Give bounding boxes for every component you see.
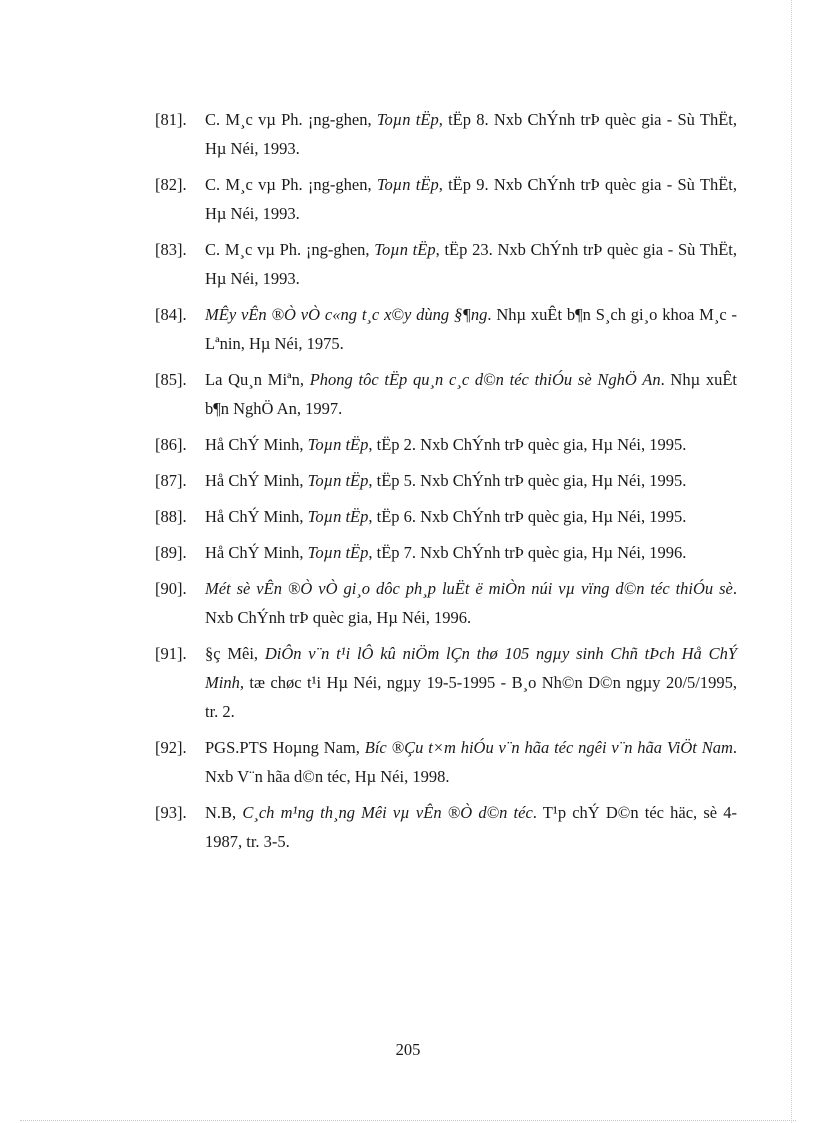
reference-title: Toµn tËp (376, 110, 439, 129)
reference-detail: , tËp 5. Nxb ChÝnh trÞ quèc gia, Hµ Néi, 1995. (368, 471, 687, 490)
reference-text (205, 170, 737, 228)
reference-detail: PGS.PTS Hoµng Nam, (205, 738, 365, 757)
reference-detail: . Nxb ChÝnh trÞ quèc gia, Hµ Néi, 1996. (205, 579, 737, 627)
reference-item (155, 798, 737, 856)
reference-title: DiÔn v¨n t¹i lÔ kû niÖm lÇn thø 105 ngµy sinh Chñ tÞch Hå ChÝ Minh (205, 644, 737, 692)
reference-detail: C. M¸c vµ Ph. ¡ng-ghen, (205, 175, 377, 194)
page-edge-rule (791, 0, 792, 1123)
reference-item (155, 170, 737, 228)
reference-detail: . T¹p chÝ D©n téc häc, sè 4-1987, tr. 3-5. (205, 803, 737, 851)
reference-item (155, 105, 737, 163)
reference-detail: , tËp 8. Nxb ChÝnh trÞ quèc gia - Sù ThËt, Hµ Néi, 1993. (205, 110, 737, 158)
reference-text (205, 798, 737, 856)
reference-detail: , tËp 7. Nxb ChÝnh trÞ quèc gia, Hµ Néi, 1996. (368, 543, 687, 562)
reference-item (155, 466, 737, 495)
reference-number: [84]. (155, 305, 187, 324)
reference-item (155, 574, 737, 632)
reference-item (155, 235, 737, 293)
reference-number: [86]. (155, 435, 187, 454)
reference-detail: Hå ChÝ Minh, (205, 507, 308, 526)
reference-number: [88]. (155, 507, 187, 526)
reference-title: C¸ch m¹ng th¸ng Mêi vµ vÊn ®Ò d©n téc (242, 803, 533, 822)
reference-title: Bíc ®Çu t×m hiÓu v¨n hãa téc ngêi v¨n hãa ViÖt Nam (364, 738, 733, 757)
reference-detail: , tæ chøc t¹i Hµ Néi, ngµy 19-5-1995 - B¸o Nh©n D©n ngµy 20/5/1995, tr. 2. (205, 673, 737, 721)
reference-detail: . Nxb V¨n hãa d©n téc, Hµ Néi, 1998. (205, 738, 737, 786)
reference-text (205, 538, 737, 567)
reference-item (155, 365, 737, 423)
reference-title: Toµn tËp (307, 471, 369, 490)
reference-title: Toµn tËp (307, 435, 369, 454)
reference-text (205, 365, 737, 423)
reference-title: MÊy vÊn ®Ò vÒ c«ng t¸c x©y dùng §¶ng (205, 305, 488, 324)
reference-text (205, 430, 737, 459)
reference-text (205, 300, 737, 358)
page-bottom-rule (20, 1120, 796, 1121)
reference-detail: C. M¸c vµ Ph. ¡ng-ghen, (205, 240, 375, 259)
reference-text (205, 639, 737, 726)
reference-text (205, 105, 737, 163)
reference-detail: , tËp 23. Nxb ChÝnh trÞ quèc gia - Sù ThËt, Hµ Néi, 1993. (205, 240, 737, 288)
reference-detail: Hå ChÝ Minh, (205, 435, 308, 454)
reference-detail: Hå ChÝ Minh, (205, 543, 308, 562)
reference-item (155, 430, 737, 459)
reference-detail: . Nhµ xuÊt b¶n NghÖ An, 1997. (205, 370, 737, 418)
reference-detail: La Qu¸n Miªn, (205, 370, 310, 389)
reference-number: [92]. (155, 738, 187, 757)
reference-item (155, 733, 737, 791)
reference-list (155, 105, 737, 863)
reference-detail: . Nhµ xuÊt b¶n S¸ch gi¸o khoa M¸c - Lªnin, Hµ Néi, 1975. (205, 305, 737, 353)
reference-detail: C. M¸c vµ Ph. ¡ng-ghen, (205, 110, 377, 129)
reference-number: [83]. (155, 240, 187, 259)
reference-detail: N.B, (205, 803, 243, 822)
reference-item (155, 639, 737, 726)
reference-detail: §ç Mêi, (205, 644, 265, 663)
reference-detail: , tËp 6. Nxb ChÝnh trÞ quèc gia, Hµ Néi, 1995. (368, 507, 687, 526)
reference-title: Toµn tËp (307, 507, 369, 526)
page-number: 205 (395, 1040, 421, 1059)
reference-number: [81]. (155, 110, 187, 129)
reference-item (155, 300, 737, 358)
reference-number: [90]. (155, 579, 187, 598)
reference-title: Toµn tËp (307, 543, 369, 562)
reference-detail: Hå ChÝ Minh, (205, 471, 308, 490)
reference-item (155, 538, 737, 567)
reference-title: Toµn tËp (374, 240, 436, 259)
reference-title: Mét sè vÊn ®Ò vÒ gi¸o dôc ph¸p luËt ë miÒn núi vµ vïng d©n téc thiÓu sè (205, 579, 733, 598)
reference-text (205, 235, 737, 293)
reference-number: [93]. (155, 803, 187, 822)
reference-detail: , tËp 9. Nxb ChÝnh trÞ quèc gia - Sù ThËt, Hµ Néi, 1993. (205, 175, 737, 223)
reference-item (155, 502, 737, 531)
reference-number: [87]. (155, 471, 187, 490)
reference-text (205, 733, 737, 791)
reference-text (205, 466, 737, 495)
reference-number: [85]. (155, 370, 187, 389)
reference-title: Toµn tËp (376, 175, 439, 194)
reference-number: [89]. (155, 543, 187, 562)
reference-number: [82]. (155, 175, 187, 194)
reference-title: Phong tôc tËp qu¸n c¸c d©n téc thiÓu sè NghÖ An (309, 370, 661, 389)
reference-number: [91]. (155, 644, 187, 663)
reference-text (205, 574, 737, 632)
reference-detail: , tËp 2. Nxb ChÝnh trÞ quèc gia, Hµ Néi, 1995. (368, 435, 687, 454)
reference-text (205, 502, 737, 531)
